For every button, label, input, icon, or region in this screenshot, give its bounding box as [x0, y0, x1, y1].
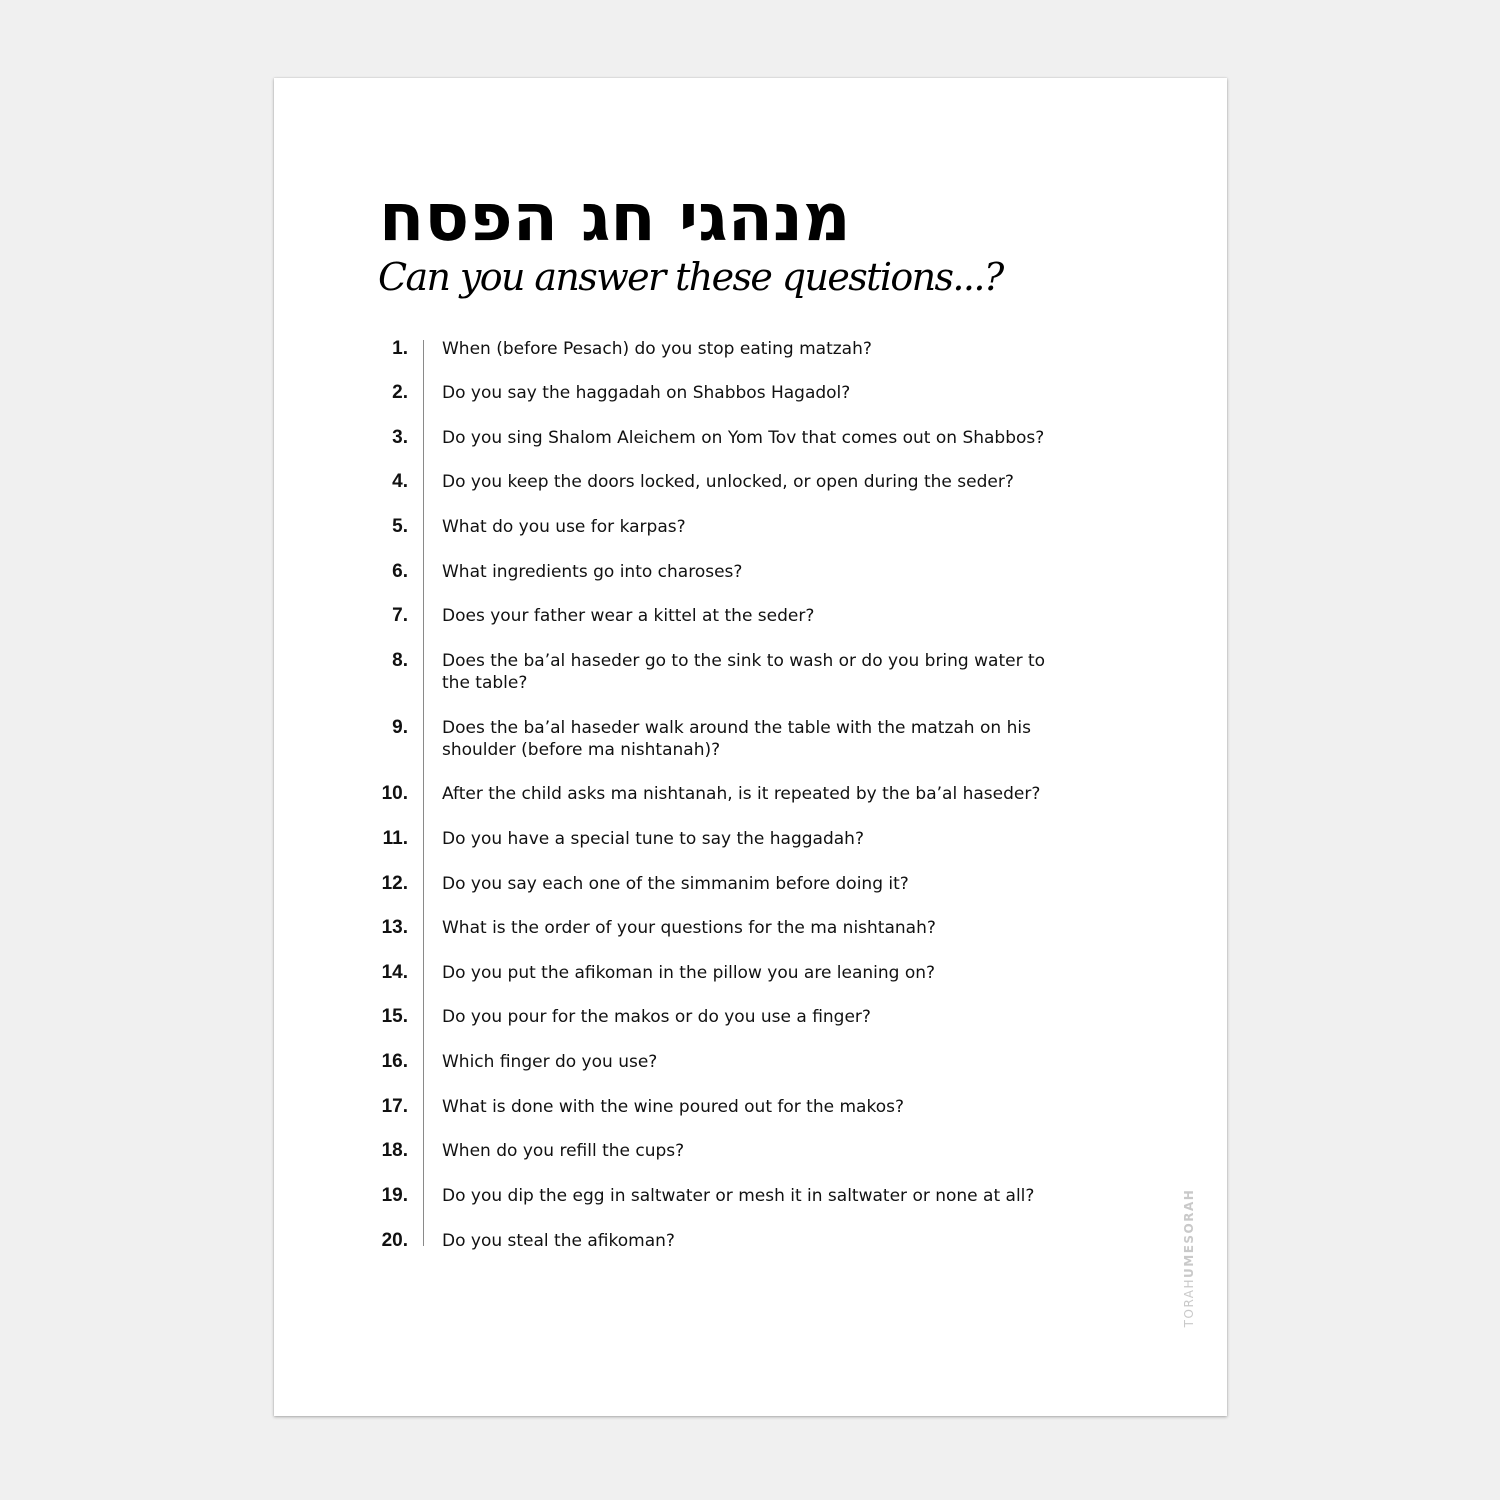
question-text: Do you dip the egg in saltwater or mesh it in saltwater or none at all? [442, 1186, 1035, 1206]
question-number: 18. [381, 1140, 408, 1161]
question-number: 2. [392, 382, 408, 403]
question-text: After the child asks ma nishtanah, is it repeated by the ba’al haseder? [442, 784, 1041, 804]
watermark-part-2: UMESORAH [1182, 1188, 1196, 1278]
question-text: What do you use for karpas? [442, 517, 686, 537]
question-text: Do you keep the doors locked, unlocked, or open during the seder? [442, 472, 1014, 492]
watermark-part-1: TORAH [1182, 1277, 1196, 1328]
poster-sheet [274, 78, 1227, 1416]
brand-watermark [1182, 1189, 1196, 1328]
question-text: When (before Pesach) do you stop eating matzah? [442, 339, 872, 359]
question-number: 17. [381, 1096, 408, 1117]
question-text: What is the order of your questions for the ma nishtanah? [442, 918, 936, 938]
question-text: Does the ba’al haseder go to the sink to wash or do you bring water to the table? [442, 651, 1046, 693]
question-number: 1. [392, 338, 408, 359]
question-text: Do you put the afikoman in the pillow you are leaning on? [442, 963, 936, 983]
question-text: Do you steal the afikoman? [442, 1231, 675, 1251]
question-text: Do you sing Shalom Aleichem on Yom Tov that comes out on Shabbos? [442, 428, 1045, 448]
question-number: 7. [392, 605, 408, 626]
question-number: 11. [382, 828, 408, 849]
question-text: Does the ba’al haseder walk around the table with the matzah on his shoulder (before ma nishtanah)? [442, 718, 1031, 760]
hebrew-title: מנהגי חג הפסח [379, 179, 851, 256]
question-text: What is done with the wine poured out for the makos? [442, 1097, 904, 1117]
question-number: 15. [381, 1006, 408, 1027]
question-number: 10. [381, 783, 408, 804]
question-number: 5. [392, 516, 408, 537]
question-text: Do you pour for the makos or do you use a finger? [442, 1007, 871, 1027]
question-text: What ingredients go into charoses? [442, 562, 743, 582]
question-number: 20. [381, 1230, 408, 1251]
question-number: 19. [381, 1185, 408, 1206]
question-text: When do you refill the cups? [442, 1141, 685, 1161]
question-number: 4. [392, 471, 408, 492]
question-number: 12. [381, 873, 408, 894]
question-number: 6. [392, 561, 408, 582]
question-number: 14. [381, 962, 408, 983]
question-text: Do you say the haggadah on Shabbos Hagadol? [442, 383, 851, 403]
question-text: Does your father wear a kittel at the seder? [442, 606, 815, 626]
subtitle: Can you answer these questions...? [378, 255, 1003, 299]
question-number: 13. [381, 917, 408, 938]
question-number: 9. [392, 717, 408, 738]
question-text: Which finger do you use? [442, 1052, 658, 1072]
question-text: Do you have a special tune to say the haggadah? [442, 829, 864, 849]
divider-line [423, 340, 424, 1246]
question-number: 8. [392, 650, 408, 671]
question-number: 16. [381, 1051, 408, 1072]
question-number: 3. [392, 427, 408, 448]
question-text: Do you say each one of the simmanim before doing it? [442, 874, 909, 894]
